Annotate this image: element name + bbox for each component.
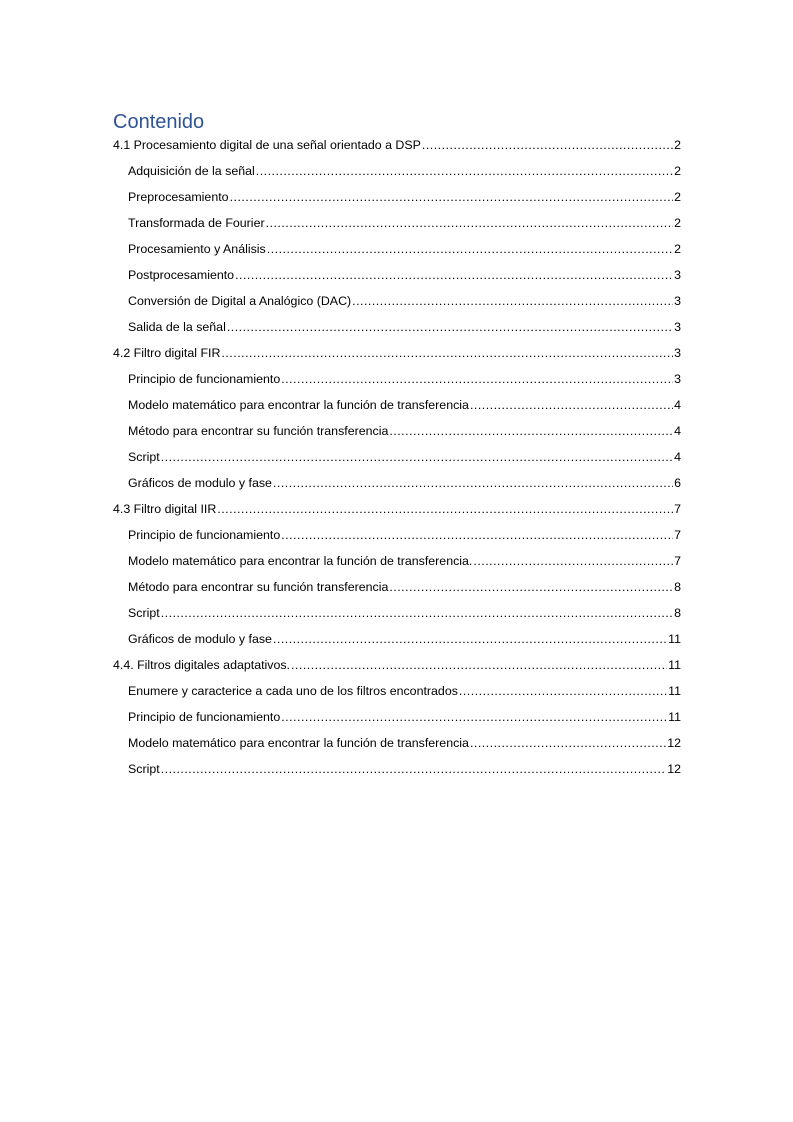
- toc-entry[interactable]: [113, 606, 681, 632]
- dot-leader: [227, 320, 673, 334]
- toc-entry-page: 3: [674, 372, 681, 386]
- toc-entry-page: 3: [674, 268, 681, 282]
- toc-entry-text: Script: [128, 606, 160, 620]
- toc-entry[interactable]: [113, 684, 681, 710]
- dot-leader: [352, 294, 673, 308]
- toc-entry-page: 3: [674, 346, 681, 360]
- toc-entry-page: 4: [674, 450, 681, 464]
- toc-entry-text: Modelo matemático para encontrar la función de transferencia: [128, 736, 469, 750]
- dot-leader: [470, 736, 666, 750]
- toc-entry-page: 8: [674, 606, 681, 620]
- toc-entry-text: Gráficos de modulo y fase: [128, 632, 272, 646]
- toc-entry[interactable]: [113, 658, 681, 684]
- dot-leader: [291, 658, 667, 672]
- toc-entry-text: 4.1 Procesamiento digital de una señal orientado a DSP: [113, 138, 421, 152]
- table-of-contents: [113, 138, 681, 788]
- dot-leader: [221, 346, 673, 360]
- toc-entry[interactable]: [113, 762, 681, 788]
- toc-entry-page: 4: [674, 424, 681, 438]
- toc-entry-text: 4.2 Filtro digital FIR: [113, 346, 221, 360]
- dot-leader: [273, 632, 667, 646]
- dot-leader: [459, 684, 667, 698]
- toc-entry-text: Salida de la señal: [128, 320, 226, 334]
- dot-leader: [161, 606, 673, 620]
- dot-leader: [161, 450, 673, 464]
- dot-leader: [266, 216, 674, 230]
- toc-entry[interactable]: [113, 268, 681, 294]
- toc-entry-page: 2: [674, 138, 681, 152]
- dot-leader: [273, 476, 673, 490]
- dot-leader: [281, 528, 673, 542]
- toc-entry-page: 11: [668, 710, 681, 724]
- dot-leader: [281, 710, 667, 724]
- toc-entry-text: Principio de funcionamiento: [128, 528, 281, 542]
- toc-entry-page: 6: [674, 476, 681, 490]
- toc-entry-page: 12: [667, 762, 681, 776]
- toc-entry-text: Preprocesamiento: [128, 190, 229, 204]
- toc-entry-text: Conversión de Digital a Analógico (DAC): [128, 294, 352, 308]
- toc-entry-page: 4: [674, 398, 681, 412]
- toc-entry[interactable]: [113, 346, 681, 372]
- toc-entry-text: Principio de funcionamiento: [128, 710, 281, 724]
- toc-entry[interactable]: [113, 320, 681, 346]
- toc-entry-page: 7: [674, 528, 681, 542]
- toc-entry-page: 12: [667, 736, 681, 750]
- toc-entry[interactable]: [113, 242, 681, 268]
- toc-entry-page: 7: [674, 502, 681, 516]
- dot-leader: [230, 190, 674, 204]
- toc-entry-text: Principio de funcionamiento: [128, 372, 281, 386]
- toc-entry-page: 3: [674, 294, 681, 308]
- dot-leader: [389, 580, 673, 594]
- dot-leader: [281, 372, 673, 386]
- toc-entry-text: 4.4. Filtros digitales adaptativos.: [113, 658, 291, 672]
- toc-entry-page: 8: [674, 580, 681, 594]
- dot-leader: [217, 502, 673, 516]
- toc-entry-page: 11: [668, 684, 681, 698]
- toc-entry-page: 2: [674, 242, 681, 256]
- toc-entry-text: Adquisición de la señal: [128, 164, 255, 178]
- toc-entry-page: 7: [674, 554, 681, 568]
- toc-entry[interactable]: [113, 398, 681, 424]
- toc-entry[interactable]: [113, 502, 681, 528]
- dot-leader: [256, 164, 673, 178]
- toc-entry-text: Método para encontrar su función transferencia: [128, 424, 389, 438]
- toc-entry[interactable]: [113, 580, 681, 606]
- toc-entry-text: Procesamiento y Análisis: [128, 242, 266, 256]
- toc-entry-text: Modelo matemático para encontrar la función de transferencia.: [128, 554, 473, 568]
- toc-entry[interactable]: [113, 450, 681, 476]
- toc-entry[interactable]: [113, 736, 681, 762]
- toc-entry[interactable]: [113, 138, 681, 164]
- toc-entry-text: Postprocesamiento: [128, 268, 235, 282]
- toc-entry-page: 2: [674, 190, 681, 204]
- toc-entry-text: Script: [128, 450, 160, 464]
- toc-entry[interactable]: [113, 294, 681, 320]
- toc-entry-text: Método para encontrar su función transferencia: [128, 580, 389, 594]
- toc-entry[interactable]: [113, 710, 681, 736]
- dot-leader: [470, 398, 673, 412]
- dot-leader: [473, 554, 673, 568]
- toc-entry[interactable]: [113, 554, 681, 580]
- toc-entry-text: Gráficos de modulo y fase: [128, 476, 272, 490]
- toc-entry[interactable]: [113, 190, 681, 216]
- toc-entry-page: 3: [674, 320, 681, 334]
- toc-entry[interactable]: [113, 632, 681, 658]
- dot-leader: [161, 762, 667, 776]
- toc-entry[interactable]: [113, 372, 681, 398]
- toc-entry-text: Script: [128, 762, 160, 776]
- toc-title: Contenido: [113, 111, 205, 133]
- dot-leader: [422, 138, 673, 152]
- toc-entry[interactable]: [113, 164, 681, 190]
- toc-entry[interactable]: [113, 476, 681, 502]
- toc-entry-page: 2: [674, 164, 681, 178]
- toc-entry[interactable]: [113, 424, 681, 450]
- toc-entry[interactable]: [113, 528, 681, 554]
- toc-entry-text: Enumere y caracterice a cada uno de los filtros encontrados: [128, 684, 458, 698]
- dot-leader: [267, 242, 673, 256]
- toc-entry[interactable]: [113, 216, 681, 242]
- toc-entry-page: 11: [668, 632, 681, 646]
- toc-entry-page: 11: [668, 658, 681, 672]
- dot-leader: [235, 268, 673, 282]
- toc-entry-text: Modelo matemático para encontrar la función de transferencia: [128, 398, 469, 412]
- toc-entry-page: 2: [674, 216, 681, 230]
- toc-entry-text: 4.3 Filtro digital IIR: [113, 502, 217, 516]
- toc-entry-text: Transformada de Fourier: [128, 216, 265, 230]
- dot-leader: [389, 424, 673, 438]
